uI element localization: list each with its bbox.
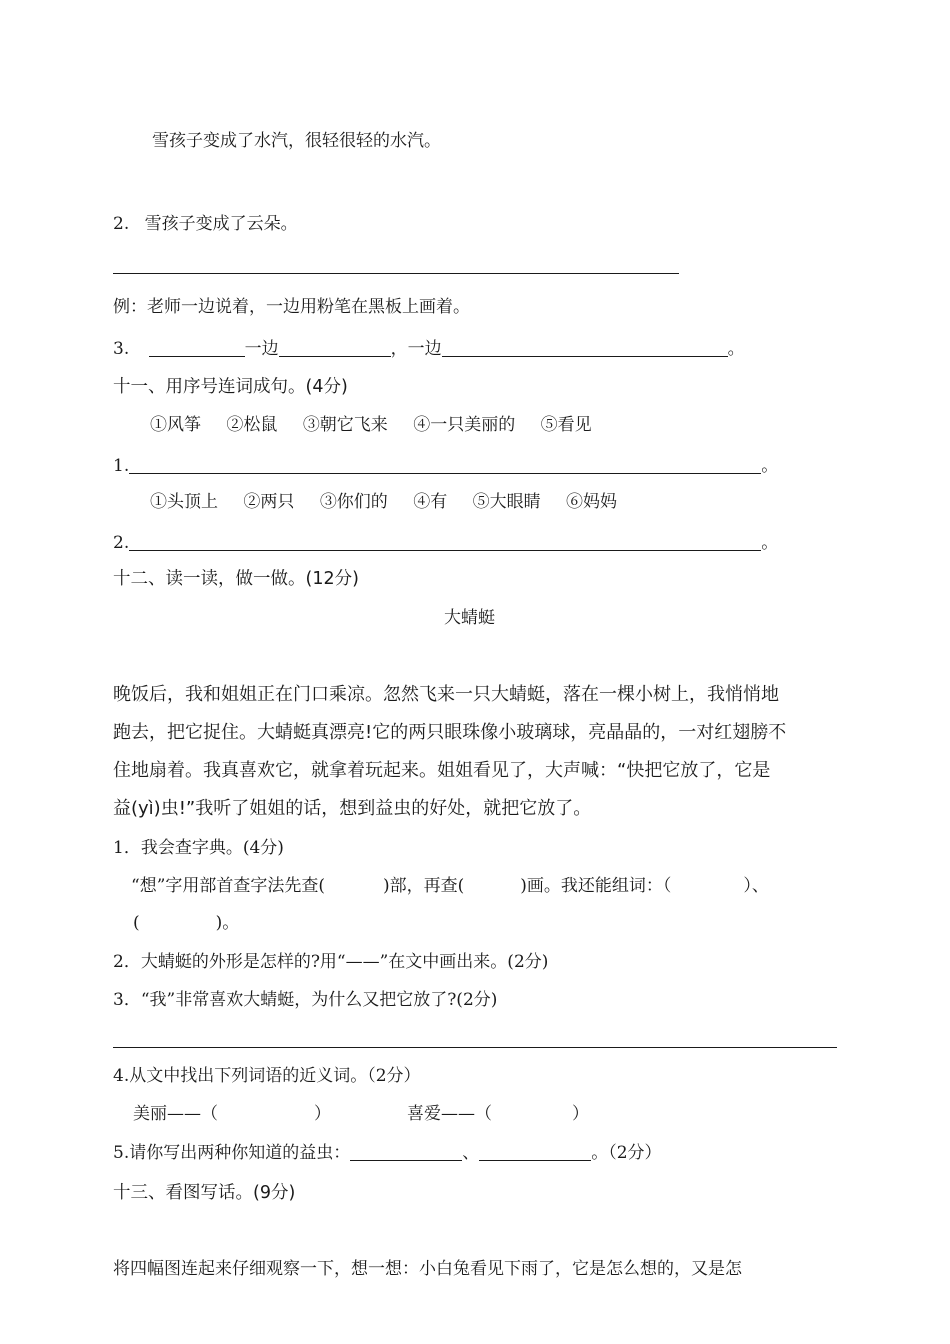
option: ⑥妈妈 xyxy=(566,492,618,512)
text-yibian-2: ，一边 xyxy=(390,339,442,359)
text: ） xyxy=(314,1104,331,1124)
q12-2: 2．大蜻蜓的外形是怎样的?用“——”在文中画出来。(2分) xyxy=(113,952,549,972)
answer-blank[interactable] xyxy=(129,455,761,474)
blank-3[interactable] xyxy=(442,338,728,357)
question-number: 2. xyxy=(113,214,130,234)
line-end: 。 xyxy=(727,339,745,359)
story-line: 晚饭后，我和姐姐正在门口乘凉。忽然飞来一只大蜻蜓，落在一棵小树上，我悄悄地 xyxy=(113,684,779,705)
section-11-title: 十一、用序号连词成句。(4分) xyxy=(113,377,348,397)
text: )。 xyxy=(215,913,240,933)
q1-options xyxy=(150,415,612,435)
answer-blank[interactable] xyxy=(129,532,761,551)
question-3 xyxy=(113,338,745,359)
text: “想”字用部首查字法先查( xyxy=(131,876,326,896)
option: ①风筝 xyxy=(150,415,201,435)
example-sentence: 例：老师一边说着，一边用粉笔在黑板上画着。 xyxy=(113,297,470,317)
q12-5 xyxy=(113,1142,662,1163)
text: ） xyxy=(572,1104,589,1124)
q1-answer-row xyxy=(113,455,778,476)
option: ①头顶上 xyxy=(150,492,218,512)
option: ④有 xyxy=(413,492,448,512)
text: 喜爱——（ xyxy=(407,1104,492,1124)
option: ③你们的 xyxy=(319,492,388,512)
option: ②两只 xyxy=(243,492,295,512)
q12-3: 3．“我”非常喜欢大蜻蜓，为什么又把它放了?(2分) xyxy=(113,990,498,1010)
blank-2[interactable] xyxy=(279,338,391,357)
text: )部，再查( xyxy=(383,876,465,896)
text: 。（2分） xyxy=(591,1143,662,1163)
question-number: 2. xyxy=(113,533,130,553)
question-2 xyxy=(113,214,298,234)
text: 5.请你写出两种你知道的益虫： xyxy=(113,1143,351,1163)
story-title: 大蜻蜓 xyxy=(444,608,495,628)
q2-answer-row xyxy=(113,532,778,553)
section-13-title: 十三、看图写话。(9分) xyxy=(113,1183,296,1203)
q12-1-row2 xyxy=(133,913,239,933)
answer-line[interactable] xyxy=(113,273,679,274)
option: ⑤大眼睛 xyxy=(472,492,541,512)
text: )画。我还能组词：（ xyxy=(520,876,672,896)
q12-1: 1．我会查字典。(4分) xyxy=(113,838,284,858)
question-text: 雪孩子变成了云朵。 xyxy=(144,214,298,234)
story-line: 住地扇着。我真喜欢它，就拿着玩起来。姐姐看见了，大声喊：“快把它放了，它是 xyxy=(113,760,771,781)
section-12-title: 十二、读一读，做一做。(12分) xyxy=(113,569,359,589)
question-number: 1. xyxy=(113,456,130,476)
q12-1-row1 xyxy=(131,876,769,896)
section-13-text: 将四幅图连起来仔细观察一下，想一想：小白兔看见下雨了，它是怎么想的，又是怎 xyxy=(113,1259,742,1279)
blank-1[interactable] xyxy=(149,338,245,357)
question-number: 3. xyxy=(113,339,130,359)
answer-line[interactable] xyxy=(113,1047,837,1048)
q2-options xyxy=(150,492,637,512)
option: ⑤看见 xyxy=(540,415,592,435)
option: ③朝它飞来 xyxy=(302,415,388,435)
text: 、 xyxy=(462,1143,480,1163)
story-line: 益(yì)虫!”我听了姐姐的话，想到益虫的好处，就把它放了。 xyxy=(113,798,592,819)
text-yibian-1: 一边 xyxy=(244,339,279,359)
option: ②松鼠 xyxy=(226,415,278,435)
q12-4-row xyxy=(133,1104,589,1124)
line-end: 。 xyxy=(761,456,779,476)
text: ( xyxy=(133,913,140,933)
sentence-line-1: 雪孩子变成了水汽，很轻很轻的水汽。 xyxy=(152,131,441,151)
blank-insect-2[interactable] xyxy=(479,1142,591,1161)
option: ④一只美丽的 xyxy=(413,415,516,435)
story-line: 跑去，把它捉住。大蜻蜓真漂亮!它的两只眼珠像小玻璃球，亮晶晶的，一对红翅膀不 xyxy=(113,722,787,743)
text: ）、 xyxy=(743,876,769,896)
text: 美丽——（ xyxy=(133,1104,218,1124)
blank-insect-1[interactable] xyxy=(350,1142,462,1161)
line-end: 。 xyxy=(761,533,779,553)
q12-4: 4.从文中找出下列词语的近义词。（2分） xyxy=(113,1066,421,1086)
